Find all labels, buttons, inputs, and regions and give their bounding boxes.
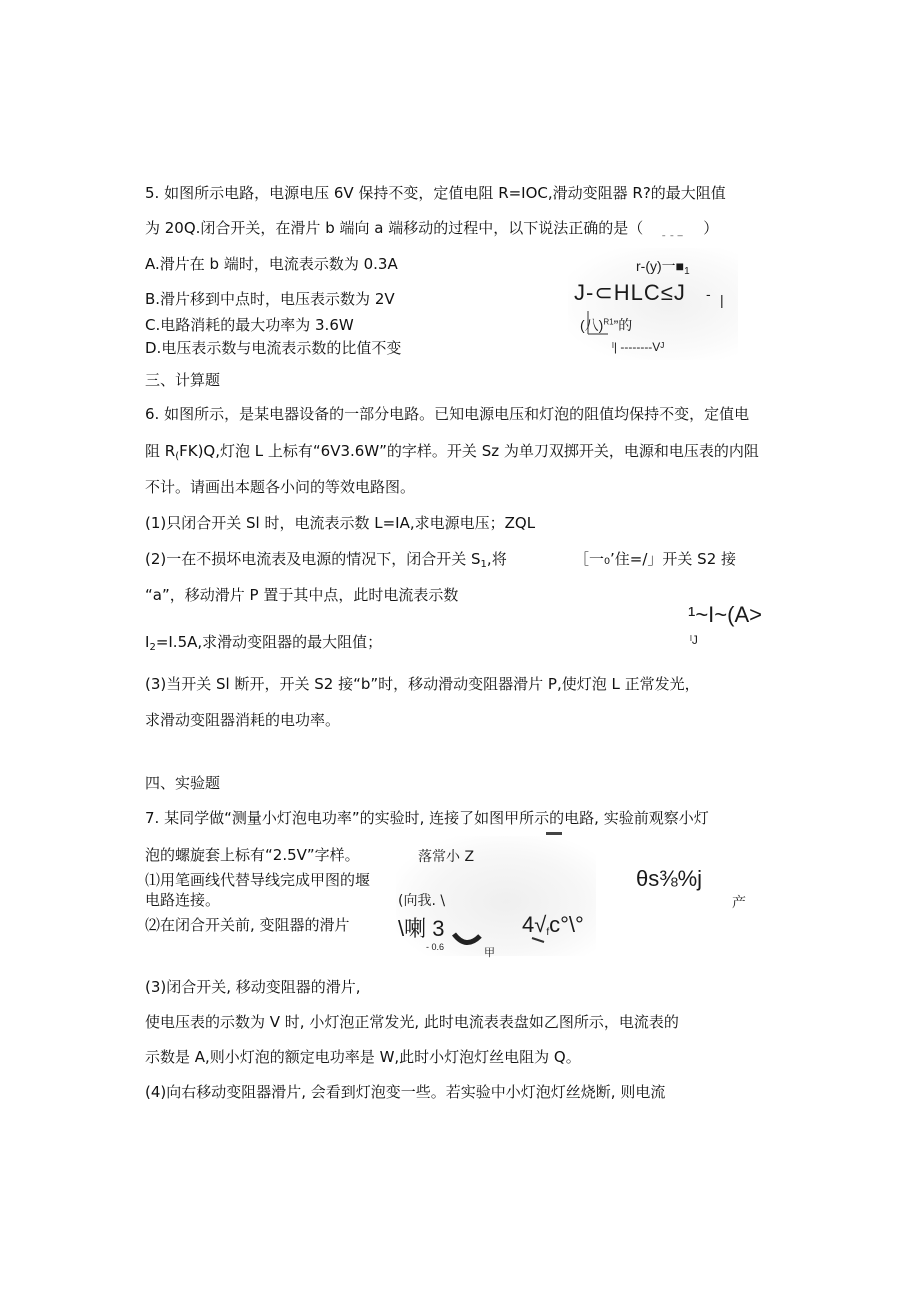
q7-circuit-figure: [396, 826, 596, 961]
q7-line-2: 泡的螺旋套上标有“2.5V”字样。: [145, 846, 360, 864]
q7-part-3a: (3)闭合开关, 移动变阻器的滑片,: [145, 978, 361, 996]
q7-fig-label-3: \喇 3: [398, 916, 445, 941]
q5-option-c: C.电路消耗的最大功率为 3.6W: [145, 316, 354, 334]
q7-part-3b: 使电压表的示数为 V 时, 小灯泡正常发光, 此时电流表表盘如乙图所示，电流表的: [145, 1013, 679, 1031]
q5-fig-mark-2: |: [720, 292, 724, 308]
q6-part-3-line-2: 求滑动变阻器消耗的电功率。: [145, 711, 341, 729]
q7-part-4: (4)向右移动变阻器滑片, 会看到灯泡变一些。若实验中小灯泡灯丝烧断, 则电流: [145, 1083, 666, 1101]
section-3-title: 三、计算题: [145, 371, 221, 389]
q6-part-2-line-2: “a”，移动滑片 P 置于其中点，此时电流表示数: [145, 586, 459, 604]
q7-fig-caption: 甲: [484, 946, 495, 959]
q7-fig-label-1: 落常小 Z: [418, 849, 475, 865]
q5-fig-label-4: ˡ| --------Vᴶ: [612, 340, 665, 354]
q6-line-1: 6. 如图所示，是某电器设备的一部分电路。已知电源电压和灯泡的阻值均保持不变，定值电: [145, 405, 750, 423]
section-4-title: 四、实验题: [145, 774, 221, 792]
q5-option-d: D.电压表示数与电流表示数的比值不变: [145, 339, 402, 357]
q6-circuit-figure: [680, 600, 790, 655]
q5-circuit-figure: [568, 248, 738, 360]
q5-fig-label-1: r-(y)一$■_1$: [636, 258, 690, 277]
q7-part-1b: 电路连接。: [145, 891, 221, 909]
q6-part-1: (1)只闭合开关 Sl 时，电流表示数 L=IA,求电源电压；ZQL: [145, 514, 536, 532]
q7-fig-right-label-2: 产: [732, 895, 746, 911]
q5-option-a: A.滑片在 b 端时，电流表示数为 0.3A: [145, 255, 398, 273]
q7-part-1a: ⑴用笔画线代替导线完成甲图的堰: [145, 871, 371, 889]
q7-fig-right-label-1: θs⅜%j: [636, 866, 703, 891]
q7-fig-label-4: $4√_fc^\circ\backslash^\circ$: [522, 912, 584, 938]
q7-fig-small-label: - 0.6: [426, 942, 445, 952]
q5-line-2: 为 20Q.闭合开关，在滑片 b 端向 a 端移动的过程中，以下说法正确的是（ ˉ ¯ ‾ ）: [145, 219, 719, 246]
q5-line-1: 5. 如图所示电路，电源电压 6V 保持不变，定值电阻 R=IOC,滑动变阻器 R?的最大阻值: [145, 184, 726, 202]
q5-option-b: B.滑片移到中点时，电压表示数为 2V: [145, 290, 395, 308]
q6-part-3-line-1: (3)当开关 Sl 断开，开关 S2 接“b”时，移动滑动变阻器滑片 P,使灯泡 L 正常发光，: [145, 675, 700, 693]
q5-line-2-text: 为 20Q.闭合开关，在滑片 b 端向 a 端移动的过程中，以下说法正确的是（: [145, 219, 644, 237]
q6-line-2: 阻 $R_(FK)Q$,灯泡 L 上标有“6V3.6W”的字样。开关 Sz 为单刀双掷开关，电源和电压表的内阻: [145, 442, 759, 462]
q7-part-2: ⑵在闭合开关前, 变阻器的滑片: [145, 916, 350, 934]
q6-part-2-right: ［一₀’住=/」开关 S2 接: [574, 550, 737, 568]
q7-part-3c: 示数是 A,则小灯泡的额定电功率是 W,此时小灯泡灯丝电阻为 Q。: [145, 1048, 581, 1066]
q5-fig-label-2: J-⊂HLC≤J: [574, 280, 686, 305]
q5-fig-label-3: (八)$^{R1}$”的: [580, 317, 633, 333]
q7-fig-label-2: (向我. \: [398, 893, 446, 909]
q5-fig-mark: -: [706, 286, 711, 302]
q6-line-3: 不计。请画出本题各小问的等效电路图。: [145, 478, 416, 496]
q6-fig-label-2: ˡJ: [690, 633, 698, 647]
q7-line-1: 7. 某同学做“测量小灯泡电功率”的实验时, 连接了如图甲所示的电路, 实验前观察小灯: [145, 809, 709, 827]
q6-part-2-line-3: $I_2=I.5A$,求滑动变阻器的最大阻值；: [145, 633, 383, 653]
q5-line-2-end: ）: [703, 219, 719, 237]
q6-part-2: (2)一在不损坏电流表及电源的情况下，闭合开关 $S_1$,将: [145, 550, 507, 570]
q6-fig-label-1: ¹~I~(A>: [688, 602, 762, 627]
